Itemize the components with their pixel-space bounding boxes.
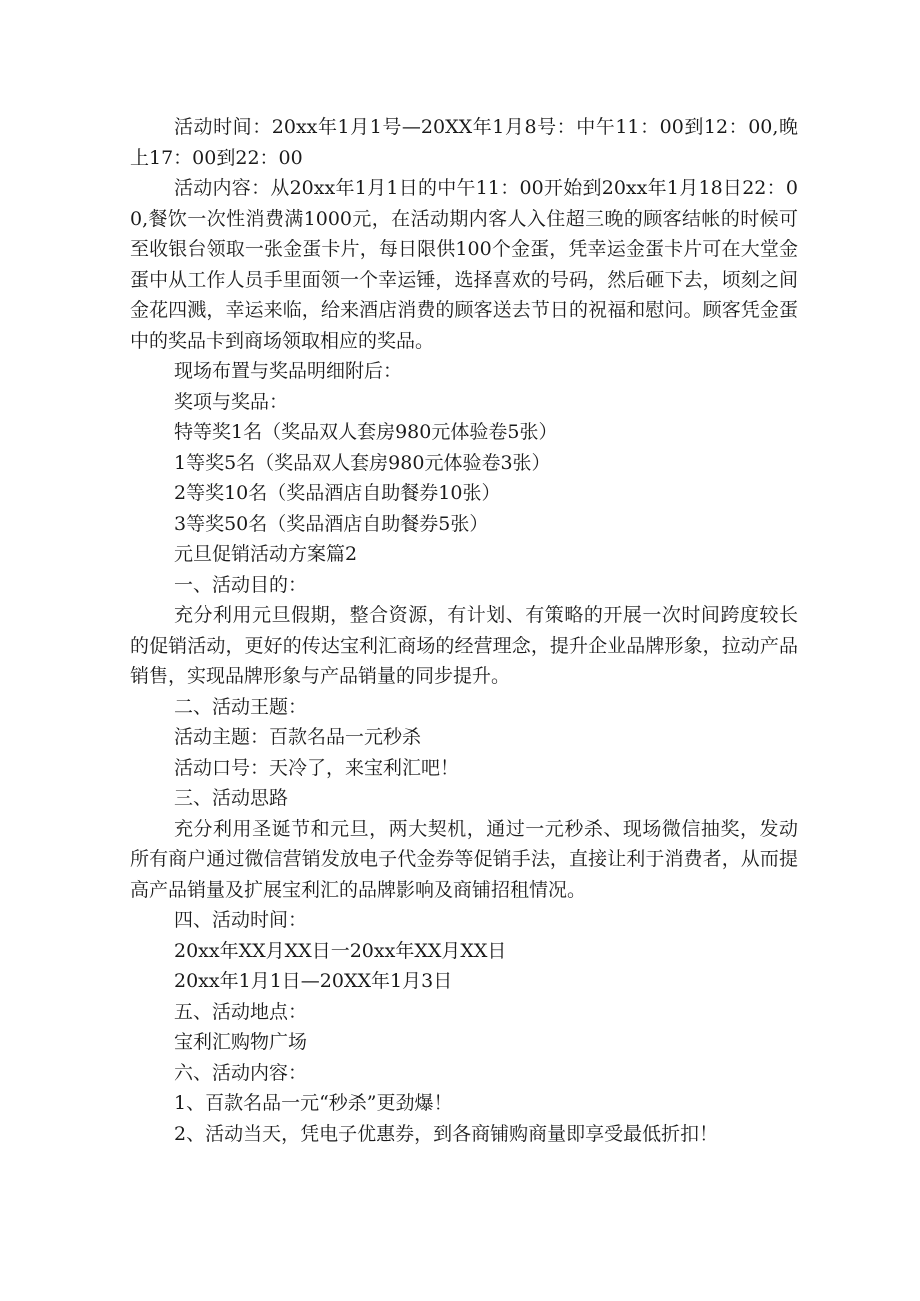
document-body xyxy=(130,112,798,1149)
paragraph-activity-slogan: 活动口号：天冷了，来宝利汇吧！ xyxy=(174,756,460,779)
paragraph-activity-approach: 充分利用圣诞节和元旦，两大契机，通过一元秒杀、现场微信抽奖，发动所有商户通过微信营销发放电子代金券等促销手法，直接让利于消费者，从而提高产品销量及扩展宝利汇的品牌影响及商铺招租情况。 xyxy=(130,817,798,901)
paragraph-prizes-heading: 奖项与奖品： xyxy=(174,390,289,413)
section-title-plan-2: 元旦促销活动方案篇2 xyxy=(174,543,358,565)
paragraph-period-dates: 20xx年1月1日—20XX年1月3日 xyxy=(174,970,453,992)
paragraph-grand-prize: 特等奖1名（奖品双人套房980元体验卷5张） xyxy=(174,421,558,443)
heading-activity-period: 四、活动时间： xyxy=(174,909,308,931)
paragraph-detail-1: 1、百款名品一元“秒杀”更劲爆！ xyxy=(174,1092,453,1114)
paragraph-second-prize: 2等奖10名（奖品酒店自助餐券10张） xyxy=(174,482,501,504)
paragraph-third-prize: 3等奖50名（奖品酒店自助餐券5张） xyxy=(174,512,489,535)
heading-activity-purpose: 一、活动目的： xyxy=(174,573,308,596)
heading-activity-location: 五、活动地点： xyxy=(174,1000,308,1023)
heading-activity-theme: 二、活动王题： xyxy=(174,695,308,718)
paragraph-activity-theme: 活动主题：百款名品一元秒杀 xyxy=(174,726,422,748)
paragraph-activity-purpose: 充分利用元旦假期，整合资源，有计划、有策略的开展一次时间跨度较长的促销活动，更好的传达宝利汇商场的经营理念，提升企业品牌形象，拉动产品销售，实现品牌形象与产品销量的同步提升。 xyxy=(130,604,798,687)
paragraph-period-placeholder: 20xx年XX月XX日一20xx年XX月XX日 xyxy=(174,939,507,962)
heading-activity-details: 六、活动内容： xyxy=(174,1061,308,1084)
paragraph-layout-note: 现场布置与奖品明细附后： xyxy=(174,360,403,382)
heading-activity-approach: 三、活动思路 xyxy=(174,787,289,809)
paragraph-detail-2: 2、活动当天，凭电子优惠券，到各商铺购商量即享受最低折扣！ xyxy=(174,1122,719,1145)
paragraph-activity-content: 活动内容：从20xx年1月1日的中午11：00开始到20xx年1月18日22：00,餐饮一次性消费满1000元，在活动期内客人入住超三晚的顾客结帐的时候可至收银台领取一张金蛋卡片，每日限供100个金蛋，凭幸运金蛋卡片可在大堂金蛋中从工作人员手里面领一个幸运锤，选择喜欢的号码，然后砸下去，顷刻之间金花四溅，幸运来临，给来酒店消费的顾客送去节日的祝福和慰问。顾客凭金蛋中的奖品卡到商场领取相应的奖品。 xyxy=(130,177,798,352)
paragraph-first-prize: 1等奖5名（奖品双人套房980元体验卷3张） xyxy=(174,451,551,474)
paragraph-activity-time: 活动时间：20xx年1月1号—20XX年1月8号：中午11：00到12：00,晚上17：00到22：00 xyxy=(130,116,798,169)
paragraph-activity-location: 宝利汇购物广场 xyxy=(174,1031,308,1053)
